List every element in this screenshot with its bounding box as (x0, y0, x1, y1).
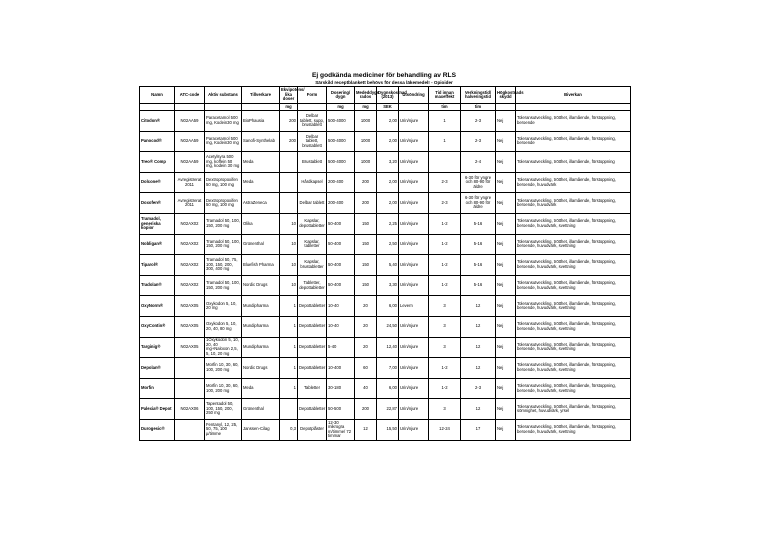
cell-hogkostnadsskydd: Nej (496, 337, 516, 358)
unit-cell (205, 104, 242, 111)
cell-utsondring: Urin/njure (399, 419, 429, 440)
table-row (140, 152, 631, 173)
table-row (140, 172, 631, 193)
cell-biverkan: Toleransutveckling, trötthet, illamående, förstoppning, beroende (516, 111, 631, 132)
unit-cell: mg (280, 104, 298, 111)
unit-cell (399, 104, 429, 111)
cell-verkningstid: 5-16 (461, 255, 496, 276)
cell-utsondring: Urin/njure (399, 358, 429, 379)
cell-utsondring: Urin/njure (399, 152, 429, 173)
table-row (140, 193, 631, 214)
col-header-mededdygsrados: Mededdygs rados (355, 87, 377, 104)
cell-aktiv-substans: Oxykodon 5, 10, 20, 40, 80 mg (205, 316, 242, 337)
unit-cell: mg (327, 104, 355, 111)
table-row (140, 358, 631, 379)
cell-namn: Doxofen® (140, 193, 175, 214)
table-row (140, 213, 631, 234)
header-row (140, 87, 631, 104)
cell-form: Depottabletter (298, 316, 327, 337)
unit-cell (175, 104, 205, 111)
cell-dosering: 10-40 (327, 296, 355, 317)
cell-dosering: 50-500 (327, 399, 355, 420)
cell-hogkostnadsskydd: Nej (496, 193, 516, 214)
unit-cell (140, 104, 175, 111)
cell-dygnskostnad: 3,30 (377, 275, 399, 296)
cell-tillverkare: Bluefish Pharma (242, 255, 280, 276)
cell-biverkan: Toleransutveckling, trötthet, illamående, förstoppning, beroende, huvudvärk, svettning (516, 337, 631, 358)
cell-tid-maxeffekt: 1-2 (429, 213, 461, 234)
cell-dygnskostnad: 15,50 (377, 419, 399, 440)
cell-namn: Morfin (140, 378, 175, 399)
cell-mededdygsrados: 40 (355, 378, 377, 399)
cell-mededdygsrados: 1000 (355, 152, 377, 173)
cell-dosering: 500-4000 (327, 131, 355, 152)
cell-namn: Targinig® (140, 337, 175, 358)
cell-biverkan: Toleransutveckling, trötthet, illamående, förstoppning, beroende, huvudvärk (516, 172, 631, 193)
cell-mededdygsrados: 60 (355, 358, 377, 379)
cell-dosering: 500-4000 (327, 152, 355, 173)
cell-verkningstid: 2-3 (461, 378, 496, 399)
cell-verkningstid: 17 (461, 419, 496, 440)
cell-hogkostnadsskydd: Nej (496, 316, 516, 337)
cell-aktiv-substans: Morfin 10, 30, 60, 100, 200 mg (205, 358, 242, 379)
cell-atc-code: N02AX05 (175, 296, 205, 317)
cell-aktiv-substans: Dextropropoxifen 50 mg, 100 mg (205, 172, 242, 193)
cell-tillverkare: Nordic Drugs (242, 275, 280, 296)
cell-utsondring: Urin/njure (399, 255, 429, 276)
cell-biverkan: Toleransutveckling, trötthet, illamående, förstoppning, beroende, huvudvärk (516, 193, 631, 214)
document-subtitle: Särskild receptblankett behövs för dessa läkemedel! - Opioider (315, 80, 453, 85)
cell-hogkostnadsskydd: Nej (496, 131, 516, 152)
unit-cell: tim (429, 104, 461, 111)
cell-tillverkare: Nordic Drugs (242, 358, 280, 379)
cell-aktiv-substans: Oxykodon 5, 10, 20 mg (205, 296, 242, 317)
cell-namn: Tramadol, generiska kopior (140, 213, 175, 234)
cell-mededdygsrados: 150 (355, 234, 377, 255)
cell-dosering: 50-400 (327, 234, 355, 255)
cell-tid-maxeffekt: 1 (429, 111, 461, 132)
cell-form: Delbar tablett, brustablett (298, 131, 327, 152)
cell-namn: OxyContin® (140, 316, 175, 337)
unit-cell: tim (461, 104, 496, 111)
cell-hogkostnadsskydd: Nej (496, 111, 516, 132)
col-header-dygnskostnad: Dygnskostnad (2013) (377, 87, 399, 104)
cell-tid-maxeffekt: 3 (429, 296, 461, 317)
cell-verkningstid: 5-16 (461, 234, 496, 255)
cell-mededdygsrados: 150 (355, 213, 377, 234)
cell-dosering: 500-4000 (327, 111, 355, 132)
unit-cell: SEK (377, 104, 399, 111)
cell-mededdygsrados: 20 (355, 316, 377, 337)
cell-aktiv-substans: Morfin 10, 30, 60, 100, 200 mg (205, 378, 242, 399)
cell-verkningstid: 2-3 (461, 131, 496, 152)
cell-aktiv-substans: Tramadol 50, 75, 100, 150, 200, 300, 400 mg (205, 255, 242, 276)
cell-atc-code: N02AX02 (175, 213, 205, 234)
cell-aktiv-substans: Acetylsyra 500 mg, koffein 50 mg, kodein 30 mg (205, 152, 242, 173)
cell-utsondring: Urin/njure (399, 172, 429, 193)
cell-tid-maxeffekt: 1-2 (429, 378, 461, 399)
medication-table (139, 86, 631, 441)
cell-tid-maxeffekt: 3 (429, 316, 461, 337)
cell-mededdygsrados: 12 (355, 419, 377, 440)
col-header-form: Form (298, 87, 327, 104)
cell-tid-maxeffekt: 1-2 (429, 234, 461, 255)
cell-dosering: 50-400 (327, 255, 355, 276)
table-row (140, 399, 631, 420)
cell-atc-code: N02AX05 (175, 316, 205, 337)
cell-form: Depotplåster (298, 419, 327, 440)
cell-namn: Palexia® Depot (140, 399, 175, 420)
cell-utsondring: Urin/njure (399, 234, 429, 255)
col-header-verkningstid: Verkningstid/ halveringstid (461, 87, 496, 104)
cell-ekvipotens: 0,3 (280, 419, 298, 440)
cell-form: Tabletter (298, 378, 327, 399)
unit-cell (496, 104, 516, 111)
cell-dygnskostnad: 12,40 (377, 337, 399, 358)
cell-mededdygsrados: 1000 (355, 131, 377, 152)
cell-tillverkare: AstraZeneca (242, 193, 280, 214)
cell-ekvipotens: 10 (280, 255, 298, 276)
unit-cell (516, 104, 631, 111)
cell-tid-maxeffekt: 3 (429, 337, 461, 358)
cell-tid-maxeffekt (429, 152, 461, 173)
cell-tillverkare: Sanofi-Synthelab (242, 131, 280, 152)
cell-dosering: 200-400 (327, 193, 355, 214)
col-header-hogkostnadsskydd: Högkostnads skydd (496, 87, 516, 104)
cell-tid-maxeffekt: 1-2 (429, 275, 461, 296)
cell-mededdygsrados: 200 (355, 193, 377, 214)
cell-ekvipotens: 200 (280, 131, 298, 152)
cell-tillverkare: Meda (242, 378, 280, 399)
cell-utsondring: Levern (399, 296, 429, 317)
cell-ekvipotens (280, 193, 298, 214)
cell-hogkostnadsskydd: Nej (496, 234, 516, 255)
cell-hogkostnadsskydd: Nej (496, 152, 516, 173)
cell-form: Kapslar, tabletter (298, 234, 327, 255)
cell-tid-maxeffekt: 1 (429, 131, 461, 152)
cell-tid-maxeffekt: 1-2 (429, 358, 461, 379)
cell-utsondring: Urin/njure (399, 213, 429, 234)
cell-biverkan: Toleransutveckling, trötthet, illamående, förstoppning, beroende, huvudvärk, svettning (516, 378, 631, 399)
table-row (140, 378, 631, 399)
cell-ekvipotens: 1 (280, 378, 298, 399)
cell-utsondring: Urin/njure (399, 111, 429, 132)
cell-mededdygsrados: 150 (355, 275, 377, 296)
cell-aktiv-substans: Dextropropoxifen 50 mg, 100 mg (205, 193, 242, 214)
cell-verkningstid: 12 (461, 358, 496, 379)
cell-atc-code: N02AX06 (175, 399, 205, 420)
cell-dosering: 30-180 (327, 378, 355, 399)
cell-verkningstid: 12 (461, 296, 496, 317)
cell-dygnskostnad: 22,87 (377, 399, 399, 420)
cell-hogkostnadsskydd: Nej (496, 296, 516, 317)
cell-form: Delbar tablett (298, 193, 327, 214)
cell-tillverkare: Meda (242, 172, 280, 193)
cell-hogkostnadsskydd: Nej (496, 399, 516, 420)
cell-ekvipotens: 1 (280, 316, 298, 337)
cell-verkningstid: 6-30 för yngre och 80-90 för äldre (461, 172, 496, 193)
cell-mededdygsrados: 20 (355, 296, 377, 317)
cell-dosering: 10-40 (327, 316, 355, 337)
cell-dygnskostnad: 3,20 (377, 152, 399, 173)
cell-ekvipotens: 10 (280, 213, 298, 234)
cell-aktiv-substans: Tapentadol 50, 100, 150, 200, 250 mg (205, 399, 242, 420)
cell-tillverkare: Mundipharma (242, 296, 280, 317)
cell-form: Kapslar, depottabletter (298, 213, 327, 234)
cell-biverkan: Toleransutveckling, trötthet, illamående, förstoppning, beroende, huvudvärk, svettning (516, 419, 631, 440)
cell-biverkan: Toleransutveckling, trötthet, illamående, förstoppning, beroende, huvudvärk, svettning (516, 358, 631, 379)
table-row (140, 337, 631, 358)
cell-utsondring: Urin/njure (399, 275, 429, 296)
cell-biverkan: Toleransutveckling, trötthet, illamående, förstoppning, beroende, huvudvärk, svettning (516, 255, 631, 276)
cell-dosering: 200-400 (327, 172, 355, 193)
cell-utsondring: Urin/njure (399, 337, 429, 358)
cell-namn: OxyNorm® (140, 296, 175, 317)
table-row (140, 419, 631, 440)
cell-dosering: 50-400 (327, 275, 355, 296)
cell-hogkostnadsskydd: Nej (496, 255, 516, 276)
table-row (140, 296, 631, 317)
cell-hogkostnadsskydd: Nej (496, 358, 516, 379)
cell-form: Hårdkapsel (298, 172, 327, 193)
cell-atc-code: N02AA59 (175, 131, 205, 152)
cell-hogkostnadsskydd: Nej (496, 419, 516, 440)
cell-biverkan: Toleransutveckling, trötthet, illamående, förstoppning, beroende, huvudvärk, svettning (516, 234, 631, 255)
cell-utsondring: Urin/njure (399, 378, 429, 399)
cell-tillverkare: Grünenthal (242, 234, 280, 255)
cell-utsondring: Urin/njure (399, 316, 429, 337)
cell-mededdygsrados: 200 (355, 399, 377, 420)
document-title: Ej godkända mediciner för behandling av RLS (312, 72, 456, 79)
cell-namn: Citodon® (140, 111, 175, 132)
cell-atc-code: Avregistrerat 2011 (175, 172, 205, 193)
cell-namn: Depolan® (140, 358, 175, 379)
cell-tid-maxeffekt: 2-3 (429, 193, 461, 214)
col-header-dosering: Dosering/ dygn (327, 87, 355, 104)
cell-dygnskostnad: 2,00 (377, 131, 399, 152)
col-header-biverkan: Biverkan (516, 87, 631, 104)
cell-verkningstid: 5-16 (461, 213, 496, 234)
cell-form: Kapslar, brustabletter (298, 255, 327, 276)
cell-namn: Dolcone® (140, 172, 175, 193)
col-header-utsondring: Utsöndring (399, 87, 429, 104)
cell-form: Depottabletter (298, 358, 327, 379)
cell-dosering: 5-40 (327, 337, 355, 358)
cell-namn: Panocod® (140, 131, 175, 152)
cell-aktiv-substans: Fentanyl, 12, 25, 50, 75, 100 µ/timme (205, 419, 242, 440)
cell-verkningstid: 2-4 (461, 152, 496, 173)
cell-verkningstid: 12 (461, 337, 496, 358)
col-header-tid-maxeffekt: Tid innan maxeffekt (429, 87, 461, 104)
cell-biverkan: Toleransutveckling, trötthet, illamående, förstoppning (516, 152, 631, 173)
cell-verkningstid: 5-16 (461, 275, 496, 296)
cell-namn: Nobligan® (140, 234, 175, 255)
cell-utsondring: Urin/njure (399, 193, 429, 214)
cell-biverkan: Toleransutveckling, trötthet, illamående, förstoppning, beroende (516, 131, 631, 152)
cell-tid-maxeffekt: 12-24 (429, 419, 461, 440)
cell-atc-code: N02AX02 (175, 275, 205, 296)
unit-cell (298, 104, 327, 111)
col-header-tillverkare: Tillverkare (242, 87, 280, 104)
cell-aktiv-substans: Tramadol 50, 100, 150, 200 mg (205, 275, 242, 296)
cell-atc-code: N02AA59 (175, 152, 205, 173)
cell-atc-code: N02AX02 (175, 234, 205, 255)
cell-utsondring: Urin/njure (399, 131, 429, 152)
cell-ekvipotens (280, 172, 298, 193)
cell-dosering: 50-400 (327, 213, 355, 234)
cell-dosering: 12-30 mikrogra m/timme/ 72 timmar (327, 419, 355, 440)
cell-atc-code: N02AX02 (175, 255, 205, 276)
cell-tillverkare: Olika (242, 213, 280, 234)
cell-verkningstid: 12 (461, 399, 496, 420)
table-row (140, 234, 631, 255)
cell-utsondring: Urin/njure (399, 399, 429, 420)
cell-atc-code (175, 358, 205, 379)
cell-ekvipotens (280, 399, 298, 420)
cell-mededdygsrados: 200 (355, 172, 377, 193)
cell-tillverkare: Mundipharma (242, 337, 280, 358)
cell-ekvipotens: 10 (280, 234, 298, 255)
cell-dygnskostnad: 2,00 (377, 172, 399, 193)
cell-atc-code: Avregistrerat 2011 (175, 193, 205, 214)
cell-atc-code: N02AX05 (175, 337, 205, 358)
cell-aktiv-substans: Paracetamol 500 mg, Kodein30 mg (205, 131, 242, 152)
cell-form: Depottabletter (298, 337, 327, 358)
cell-tillverkare: Janssen-Cilag (242, 419, 280, 440)
cell-mededdygsrados: 150 (355, 255, 377, 276)
cell-mededdygsrados: 20 (355, 337, 377, 358)
cell-dygnskostnad: 2,00 (377, 193, 399, 214)
cell-ekvipotens: 1 (280, 358, 298, 379)
cell-dygnskostnad: 6,00 (377, 378, 399, 399)
cell-biverkan: Toleransutveckling, trötthet, illamående, förstoppning, beroende, huvudvärk, svettning (516, 296, 631, 317)
cell-biverkan: Toleransutveckling, trötthet, illamående, förstoppning, beroende, huvudvärk, svettning (516, 275, 631, 296)
table-row (140, 275, 631, 296)
cell-form: Tabletter, depottabletter (298, 275, 327, 296)
cell-namn: Tiparol® (140, 255, 175, 276)
cell-verkningstid: 12 (461, 316, 496, 337)
cell-dygnskostnad: 24,50 (377, 316, 399, 337)
cell-dygnskostnad: 2,50 (377, 234, 399, 255)
cell-aktiv-substans: Tramadol 50, 100, 150, 200 mg (205, 213, 242, 234)
table-row (140, 131, 631, 152)
units-row (140, 104, 631, 111)
table-row (140, 255, 631, 276)
cell-hogkostnadsskydd: Nej (496, 213, 516, 234)
cell-aktiv-substans: Tramadol 50, 100, 150, 200 mg (205, 234, 242, 255)
cell-biverkan: Toleransutveckling, trötthet, illamående, förstoppning, sömnighet, huvudvärk, yrsel (516, 399, 631, 420)
cell-namn: Durogesic® (140, 419, 175, 440)
cell-dygnskostnad: 7,00 (377, 358, 399, 379)
table-row (140, 111, 631, 132)
cell-verkningstid: 2-3 (461, 111, 496, 132)
cell-tid-maxeffekt: 1-2 (429, 255, 461, 276)
col-header-aktiv-substans: Aktiv substans (205, 87, 242, 104)
cell-namn: Tradolan® (140, 275, 175, 296)
unit-cell (242, 104, 280, 111)
cell-ekvipotens (280, 152, 298, 173)
cell-tillverkare: Grünenthal (242, 399, 280, 420)
cell-verkningstid: 6-30 för yngre och 80-90 för äldre (461, 193, 496, 214)
col-header-atc: ATC-code (175, 87, 205, 104)
cell-ekvipotens: 200 (280, 111, 298, 132)
table-row (140, 316, 631, 337)
cell-form: Depottabletter (298, 399, 327, 420)
cell-ekvipotens: 1 (280, 337, 298, 358)
cell-dygnskostnad: 5,40 (377, 255, 399, 276)
cell-dygnskostnad: 6,00 (377, 296, 399, 317)
cell-tid-maxeffekt: 3 (429, 399, 461, 420)
cell-form: Brustablett (298, 152, 327, 173)
cell-atc-code (175, 419, 205, 440)
unit-cell: mg (355, 104, 377, 111)
cell-namn: Treo® Comp (140, 152, 175, 173)
cell-dygnskostnad: 2,25 (377, 213, 399, 234)
cell-hogkostnadsskydd: Nej (496, 275, 516, 296)
cell-mededdygsrados: 1000 (355, 111, 377, 132)
cell-ekvipotens: 1 (280, 296, 298, 317)
cell-tid-maxeffekt: 2-3 (429, 172, 461, 193)
cell-form: Delbar tablett, supp, brustablett (298, 111, 327, 132)
cell-hogkostnadsskydd: Nej (496, 172, 516, 193)
cell-tillverkare: Meda (242, 152, 280, 173)
col-header-namn: Namn (140, 87, 175, 104)
cell-tillverkare: Mundipharma (242, 316, 280, 337)
cell-ekvipotens: 10 (280, 275, 298, 296)
cell-dygnskostnad: 2,00 (377, 111, 399, 132)
cell-biverkan: Toleransutveckling, trötthet, illamående, förstoppning, beroende, huvudvärk, svettning (516, 316, 631, 337)
cell-atc-code (175, 378, 205, 399)
cell-dosering: 10-400 (327, 358, 355, 379)
cell-biverkan: Toleransutveckling, trötthet, illamående, förstoppning, beroende, huvudvärk, svettning (516, 213, 631, 234)
cell-hogkostnadsskydd: Nej (496, 378, 516, 399)
cell-tillverkare: BioPhausia (242, 111, 280, 132)
cell-atc-code: N02AA59 (175, 111, 205, 132)
cell-form: Depottabletter (298, 296, 327, 317)
col-header-ekvipotens: Ekvipotens/ lika doser (280, 87, 298, 104)
cell-aktiv-substans: 1Oxykodon 5, 10, 20, 40 mg+Naloxon 2,5, 5, 10, 20 mg (205, 337, 242, 358)
cell-aktiv-substans: Paracetamol 500 mg, Kodein30 mg (205, 111, 242, 132)
